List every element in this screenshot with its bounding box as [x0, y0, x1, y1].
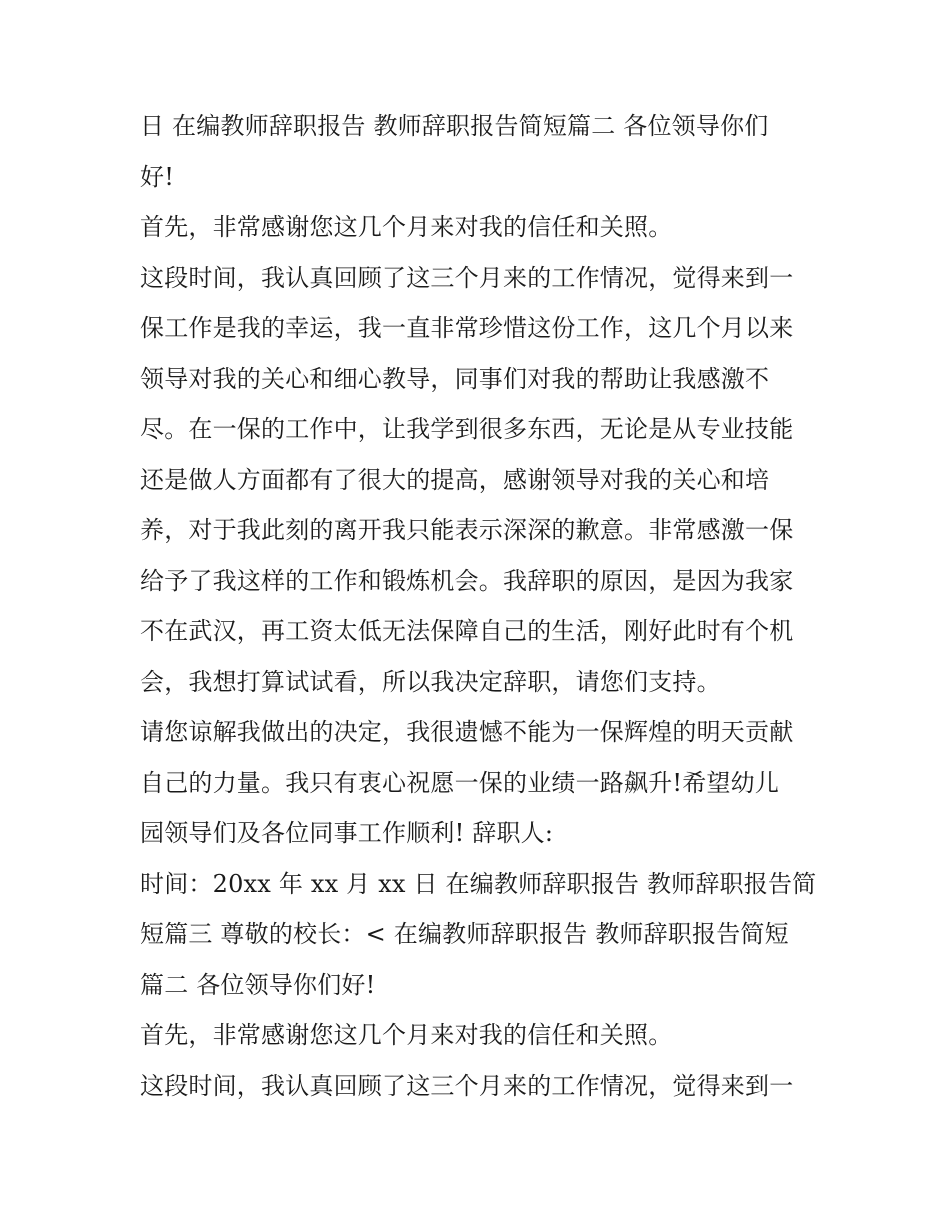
text-line: 这段时间，我认真回顾了这三个月来的工作情况，觉得来到一	[140, 263, 794, 292]
text-line: 日 在编教师辞职报告 教师辞职报告简短篇二 各位领导你们	[140, 112, 769, 140]
text-line: 保工作是我的幸运，我一直非常珍惜这份工作，这几个月以来	[140, 314, 794, 342]
text-line: 园领导们及各位同事工作顺利! 辞职人:	[140, 819, 554, 847]
text-line: 养，对于我此刻的离开我只能表示深深的歉意。非常感激一保	[140, 516, 794, 544]
text-line: 首先，非常感谢您这几个月来对我的信任和关照。	[140, 1021, 673, 1049]
text-line: 领导对我的关心和细心教导，同事们对我的帮助让我感激不	[140, 364, 770, 393]
text-line: 时间：20xx 年 xx 月 xx 日 在编教师辞职报告 教师辞职报告简	[140, 869, 817, 898]
text-line: 这段时间，我认真回顾了这三个月来的工作情况，觉得来到一	[140, 1071, 794, 1100]
text-line: 会，我想打算试试看，所以我决定辞职，请您们支持。	[140, 667, 721, 696]
text-line: 首先，非常感谢您这几个月来对我的信任和关照。	[140, 213, 673, 241]
body-text	[140, 101, 820, 1111]
text-line: 给予了我这样的工作和锻炼机会。我辞职的原因，是因为我家	[140, 566, 794, 595]
text-line: 不在武汉，再工资太低无法保障自己的生活，刚好此时有个机	[140, 617, 794, 645]
text-line: 好!	[140, 162, 175, 191]
text-line: 短篇三 尊敬的校长：< 在编教师辞职报告 教师辞职报告简短	[140, 920, 789, 948]
text-line: 请您谅解我做出的决定，我很遗憾不能为一保辉煌的明天贡献	[140, 718, 794, 746]
text-line: 自己的力量。我只有衷心祝愿一保的业绩一路飙升!希望幼儿	[140, 768, 780, 797]
text-line: 尽。在一保的工作中，让我学到很多东西，无论是从专业技能	[140, 415, 794, 443]
text-line: 篇二 各位领导你们好!	[140, 970, 376, 999]
text-line: 还是做人方面都有了很大的提高，感谢领导对我的关心和培	[140, 465, 770, 494]
